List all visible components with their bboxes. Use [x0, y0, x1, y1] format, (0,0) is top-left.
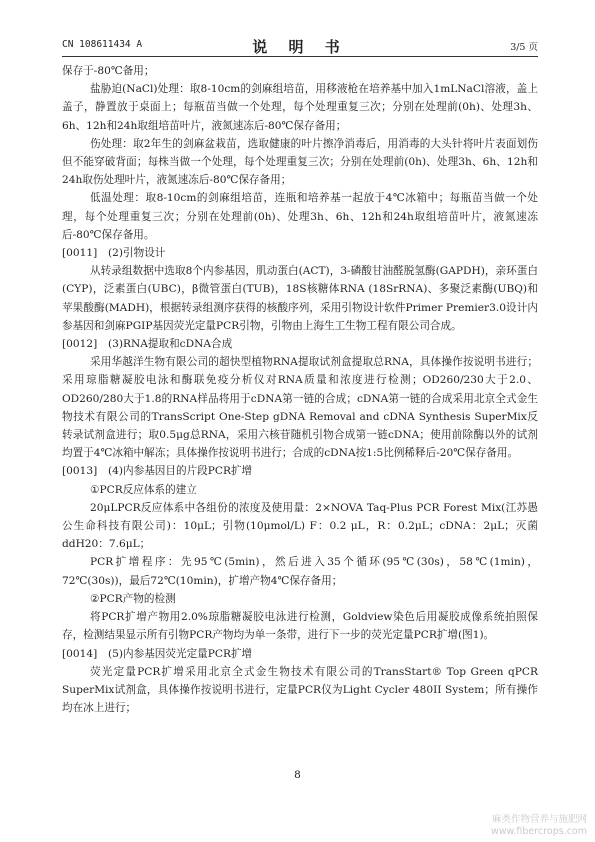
watermark-url: www.fibercrops.com: [490, 826, 587, 837]
page-number: 8: [294, 769, 301, 781]
body-paragraph: 采用华越洋生物有限公司的超快型植物RNA提取试剂盒提取总RNA，具体操作按说明书进行；采用琼脂糖凝胶电泳和酶联免疫分析仪对RNA质量和浓度进行检测；OD260/230大于2.0、OD260/280大于1.8的RNA样品将用于cDNA第一链的合成；cDNA第一链的合成采用北京全式金生物技术有限公司的TransScript One-Step gDNA Removal and cDNA Synthesis SuperMix反转录试剂盒进行；取0.5μg总RNA，采用六核苷随机引物合成第一链cDNA；使用前除酶以外的试剂均置于4℃冰箱中解冻；具体操作按说明书进行；合成的cDNA按1:5比例稀释后-20℃保存备用。: [62, 356, 538, 460]
body-paragraph: 荧光定量PCR扩增采用北京全式金生物技术有限公司的TransStart® Top Green qPCR SuperMix试剂盒，具体操作按说明书进行，定量PCR仪为Light Cycler 480II System；所有操作均在冰上进行；: [62, 665, 538, 715]
document-body: [62, 62, 538, 717]
subsection-heading: ①PCR反应体系的建立: [90, 483, 197, 496]
section-title: (2)引物设计: [108, 247, 166, 260]
page-indicator: 3/5 页: [510, 42, 538, 53]
paragraph-number: [0013]: [62, 465, 98, 478]
document-title: 说 明 书: [252, 38, 348, 56]
section-heading: [62, 462, 538, 480]
subsection-heading: ②PCR产物的检测: [90, 592, 176, 605]
publication-number: CN 108611434 A: [62, 39, 143, 50]
body-paragraph: 盐胁迫(NaCl)处理：取8-10cm的剑麻组培苗，用移液枪在培养基中加入1mLNaCl溶液，盖上盖子，静置放于桌面上；每瓶苗当做一个处理，每个处理重复三次；分别在处理前(0h)、处理3h、6h、12h和24h取组培苗叶片，液氮速冻后-80℃保存备用；: [62, 83, 538, 132]
page-header: [62, 36, 538, 54]
watermark: [491, 814, 587, 838]
body-paragraph: 将PCR扩增产物用2.0%琼脂糖凝胶电泳进行检测，Goldview染色后用凝胶成像系统拍照保存，检测结果显示所有引物PCR产物均为单一条带，进行下一步的荧光定量PCR扩增(图1)。: [62, 611, 538, 642]
header-rule: [62, 56, 538, 57]
paragraph-number: [0012]: [62, 338, 98, 351]
body-paragraph: PCR扩增程序：先95℃(5min)，然后进入35个循环(95℃(30s)，58℃(1min)，72℃(30s))，最后72℃(10min)，扩增产物4℃保存备用；: [62, 556, 538, 587]
body-paragraph: 伤处理：取2年生的剑麻盆栽苗，选取健康的叶片擦净消毒后，用消毒的大头针将叶片表面划伤但不能穿破背面；每株当做一个处理，每个处理重复三次；分别在处理前(0h)、处理3h、6h、12h和24h取伤处理叶片，液氮速冻后-80℃保存备用；: [62, 137, 538, 187]
paragraph-number: [0011]: [62, 247, 98, 260]
body-paragraph: 20μLPCR反应体系中各组份的浓度及使用量：2×NOVA Taq-Plus PCR Forest Mix(江苏愚公生命科技有限公司)：10μL；引物(10μmol/L) F：0.2 μL，R：0.2μL；cDNA：2μL；灭菌ddH20：7.6μL；: [62, 501, 538, 551]
body-paragraph: 从转录组数据中选取8个内参基因，肌动蛋白(ACT)，3-磷酸甘油醛脱氢酶(GAPDH)，亲环蛋白(CYP)，泛素蛋白(UBC)，β微管蛋白(TUB)，18S核糖体RNA (18SrRNA)、多聚泛素酶(UBQ)和苹果酸酶(MADH)，根据转录组测序获得的核酸序列，采用引物设计软件Primer Premier3.0设计内参基因和剑麻PGIP基因荧光定量PCR引物，引物由上海生工生物工程有限公司合成。: [62, 265, 538, 332]
body-paragraph: 低温处理：取8-10cm的剑麻组培苗，连瓶和培养基一起放于4℃冰箱中；每瓶苗当做一个处理，每个处理重复三次；分别在处理前(0h)、处理3h、6h、12h和24h取组培苗叶片，液氮速冻后-80℃保存备用。: [62, 192, 538, 241]
section-title: (3)RNA提取和cDNA合成: [108, 338, 233, 351]
body-paragraph: 保存于-80℃备用；: [62, 65, 155, 77]
section-title: (4)内参基因目的片段PCR扩增: [108, 465, 253, 478]
section-title: (5)内参基因荧光定量PCR扩增: [108, 647, 253, 660]
section-heading: [62, 645, 538, 663]
watermark-title: 麻类作物营养与施肥网: [491, 814, 587, 825]
paragraph-number: [0014]: [62, 647, 98, 660]
section-heading: [62, 244, 538, 262]
section-heading: [62, 335, 538, 353]
